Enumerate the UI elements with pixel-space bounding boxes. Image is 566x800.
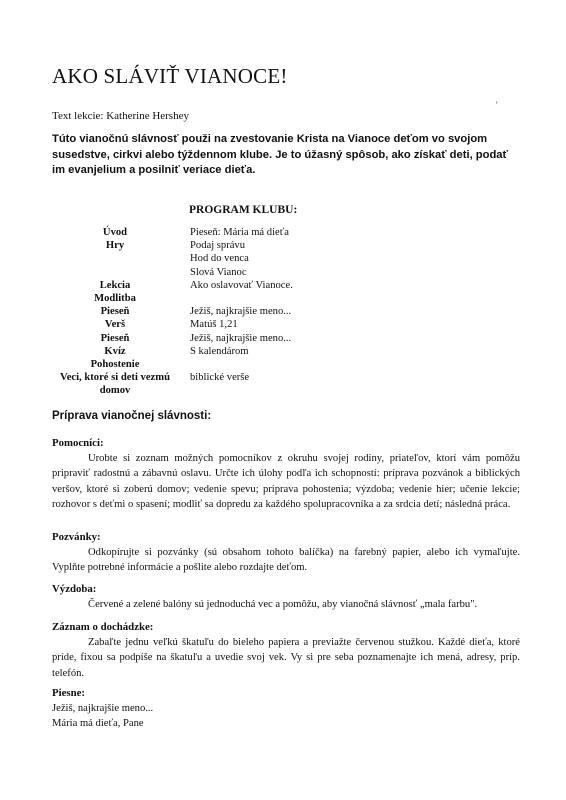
section-heading: Záznam o dochádzke: — [52, 621, 154, 633]
program-label: Kvíz — [104, 345, 126, 357]
section-heading: Pomocníci: — [52, 437, 104, 449]
program-label: Modlitba — [94, 292, 136, 304]
section-heading: Výzdoba: — [52, 583, 97, 595]
author-line: Text lekcie: Katherine Hershey — [52, 110, 189, 122]
intro-paragraph: Túto vianočnú slávnosť použi na zvestovanie Krista na Vianoce deťom vo svojom susedstve, cirkvi alebo týždennom klube. Je to úžasný spôsob, ako získať deti, podať im evanjelium a posilniť veriace dieťa. — [52, 133, 508, 176]
program-value: Pieseň: Mária má dieťa — [190, 227, 289, 238]
program-value: Slová Vianoc — [190, 266, 247, 278]
program-value: Ježiš, najkrajšie meno... — [190, 306, 292, 318]
margin-mark: ' — [496, 100, 498, 110]
program-row — [0, 253, 566, 266]
list-item: Ježiš, najkrajšie meno... — [52, 703, 154, 714]
program-row — [0, 267, 566, 280]
program-label: Veci, ktoré si deti vezmú — [60, 372, 170, 384]
program-label: Lekcia — [99, 279, 131, 291]
section-heading: Pozvánky: — [52, 531, 101, 543]
page-title: AKO SLÁVIŤ VIANOCE! — [52, 64, 288, 88]
program-label: Pieseň — [100, 306, 130, 318]
program-row — [0, 359, 566, 372]
program-value: biblické verše — [190, 372, 250, 384]
program-label: Pohostenie — [90, 358, 140, 370]
program-row — [0, 240, 566, 253]
program-label: domov — [99, 385, 131, 397]
program-label: Hry — [105, 240, 125, 252]
songs-list — [52, 701, 153, 731]
section-text: Odkopírujte si pozvánky (sú obsahom tohoto balíčka) na farebný papier, alebo ich vymaľujte. Vyplňte potrebné informácie a pošlite alebo rozdajte deťom. — [52, 547, 520, 574]
section-heading: Piesne: — [52, 687, 85, 699]
program-row — [0, 385, 566, 398]
program-row — [0, 293, 566, 306]
program-label: Pieseň — [100, 332, 130, 344]
prep-heading: Príprava vianočnej slávnosti: — [52, 410, 212, 422]
program-value: Hod do venca — [190, 253, 249, 265]
program-value: Podaj správu — [190, 240, 246, 252]
program-label: Úvod — [102, 227, 128, 238]
program-table — [0, 227, 566, 398]
program-row — [0, 333, 566, 346]
program-title: PROGRAM KLUBU: — [189, 204, 298, 216]
program-label: Verš — [104, 319, 126, 331]
program-value: Ježiš, najkrajšie meno... — [190, 332, 292, 344]
section-text: Urobte si zoznam možných pomocníkov z okruhu svojej rodiny, priateľov, ktorí vám pomôžu pripraviť radostnú a zábavnú oslavu. Určte ich úlohy podľa ich schopností: príprava pozvánok a biblických veršov, ktoré si zoberú domov; vedenie spevu; príprava pohostenia; výzdoba; vedenie hier; učenie lekcie; rozhovor s deťmi o spasení; modliť sa dopredu za každého spolupracovníka a za srdcia detí; následná práca. — [52, 453, 520, 510]
program-row — [0, 372, 566, 385]
program-row — [0, 280, 566, 293]
program-row — [0, 227, 566, 240]
program-row — [0, 319, 566, 332]
list-item: Mária má dieťa, Pane — [52, 718, 144, 729]
section-text: Červené a zelené balóny sú jednoduchá vec a pomôžu, aby vianočná slávnosť „mala farbu". — [88, 599, 478, 610]
program-row — [0, 306, 566, 319]
program-row — [0, 346, 566, 359]
program-value: Matúš 1,21 — [190, 319, 238, 331]
program-value: S kalendárom — [190, 345, 249, 357]
program-value: Ako oslavovať Vianoce. — [190, 279, 293, 291]
section-text: Zabaľte jednu veľkú škatuľu do bieleho papiera a previažte červenou stužkou. Každé dieťa, ktoré príde, fixou sa podpíše na škatuľu a uvedie svoj vek. Vy si pre seba poznamenajte ich mená, adresy, príp. telefón. — [52, 637, 520, 679]
